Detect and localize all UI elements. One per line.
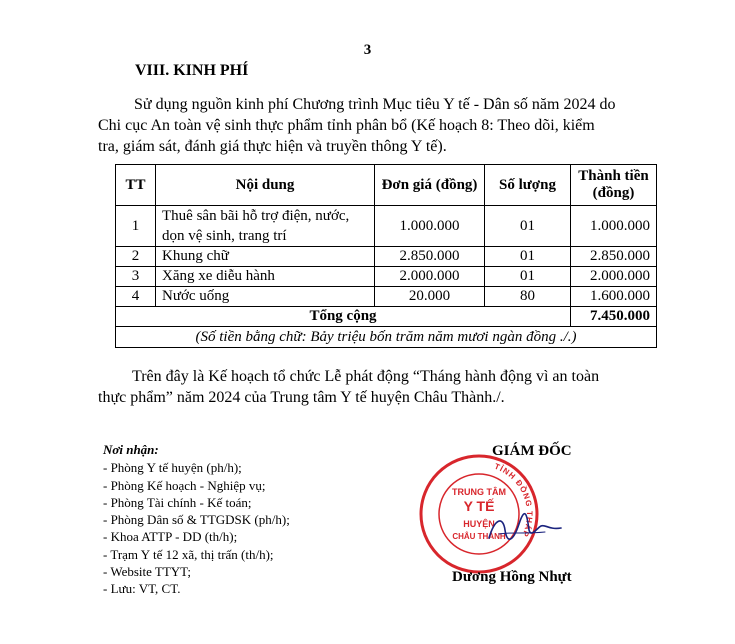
row-amount: 1.000.000 <box>571 206 657 247</box>
table-row <box>116 267 657 287</box>
svg-text:CHÂU THÀNH: CHÂU THÀNH <box>452 532 506 541</box>
recipient-item: - Phòng Dân số & TTGDSK (ph/h); <box>103 512 290 528</box>
header-amount: Thành tiền (đồng) <box>571 165 657 206</box>
total-row <box>116 307 657 327</box>
outro-line-1: Trên đây là Kế hoạch tổ chức Lễ phát động “Tháng hành động vì an toàn <box>132 368 600 385</box>
svg-text:TRUNG TÂM: TRUNG TÂM <box>452 487 506 497</box>
recipients-list <box>103 459 290 597</box>
intro-line-3: tra, giám sát, đánh giá thực hiện và truyền thông Y tế). <box>98 138 447 155</box>
recipient-item: - Trạm Y tế 12 xã, thị trấn (th/h); <box>103 546 274 562</box>
section-title: VIII. KINH PHÍ <box>135 62 249 79</box>
row-tt: 1 <box>116 206 156 247</box>
row-content: Thuê sân bãi hỗ trợ điện, nước, dọn vệ sinh, trang trí <box>156 206 375 247</box>
row-tt: 2 <box>116 247 156 267</box>
intro-line-2: Chi cục An toàn vệ sinh thực phẩm tỉnh phân bổ (Kế hoạch 8: Theo dõi, kiểm <box>98 117 595 134</box>
row-unit-price: 2.850.000 <box>375 247 485 267</box>
table-row <box>116 287 657 307</box>
header-quantity: Số lượng <box>485 165 571 206</box>
recipient-item: - Phòng Kế hoạch - Nghiệp vụ; <box>103 477 266 493</box>
row-tt: 3 <box>116 267 156 287</box>
recipient-item: - Phòng Y tế huyện (ph/h); <box>103 460 242 476</box>
director-title: GIÁM ĐỐC <box>492 443 572 459</box>
row-content: Xăng xe diễu hành <box>156 267 375 287</box>
row-unit-price: 20.000 <box>375 287 485 307</box>
recipients-heading: Nơi nhận: <box>103 442 159 457</box>
amount-in-words-row <box>116 327 657 348</box>
signer-name: Dương Hồng Nhựt <box>452 569 572 585</box>
row-tt: 4 <box>116 287 156 307</box>
row-quantity: 01 <box>485 206 571 247</box>
row-content: Nước uống <box>156 287 375 307</box>
svg-text:HUYỆN: HUYỆN <box>463 519 495 529</box>
table-row <box>116 206 657 247</box>
outro-line-2: thực phẩm” năm 2024 của Trung tâm Y tế huyện Châu Thành./. <box>98 389 505 406</box>
row-quantity: 01 <box>485 247 571 267</box>
header-content: Nội dung <box>156 165 375 206</box>
total-label: Tổng cộng <box>116 307 571 327</box>
handwritten-signature <box>485 508 565 548</box>
svg-text:TỈNH ĐỒNG THÁP: TỈNH ĐỒNG THÁP <box>493 461 535 539</box>
intro-line-1: Sử dụng nguồn kinh phí Chương trình Mục tiêu Y tế - Dân số năm 2024 do <box>134 96 616 113</box>
budget-table <box>115 164 657 348</box>
amount-in-words: (Số tiền bằng chữ: Bảy triệu bốn trăm năm mươi ngàn đồng ./.) <box>116 327 657 348</box>
recipient-item: - Khoa ATTP - DD (th/h); <box>103 529 238 545</box>
row-content: Khung chữ <box>156 247 375 267</box>
svg-text:Y TẾ: Y TẾ <box>463 498 495 514</box>
row-quantity: 01 <box>485 267 571 287</box>
table-row <box>116 247 657 267</box>
total-value: 7.450.000 <box>571 307 657 327</box>
recipients-block <box>103 441 290 598</box>
row-unit-price: 1.000.000 <box>375 206 485 247</box>
recipient-item: - Website TTYT; <box>103 564 192 580</box>
recipient-item: - Lưu: VT, CT. <box>103 581 181 597</box>
row-quantity: 80 <box>485 287 571 307</box>
row-amount: 2.850.000 <box>571 247 657 267</box>
table-header-row <box>116 165 657 206</box>
row-unit-price: 2.000.000 <box>375 267 485 287</box>
row-amount: 1.600.000 <box>571 287 657 307</box>
header-tt: TT <box>116 165 156 206</box>
row-amount: 2.000.000 <box>571 267 657 287</box>
header-unit-price: Đơn giá (đồng) <box>375 165 485 206</box>
page-number: 3 <box>363 42 372 58</box>
recipient-item: - Phòng Tài chính - Kế toán; <box>103 494 252 510</box>
